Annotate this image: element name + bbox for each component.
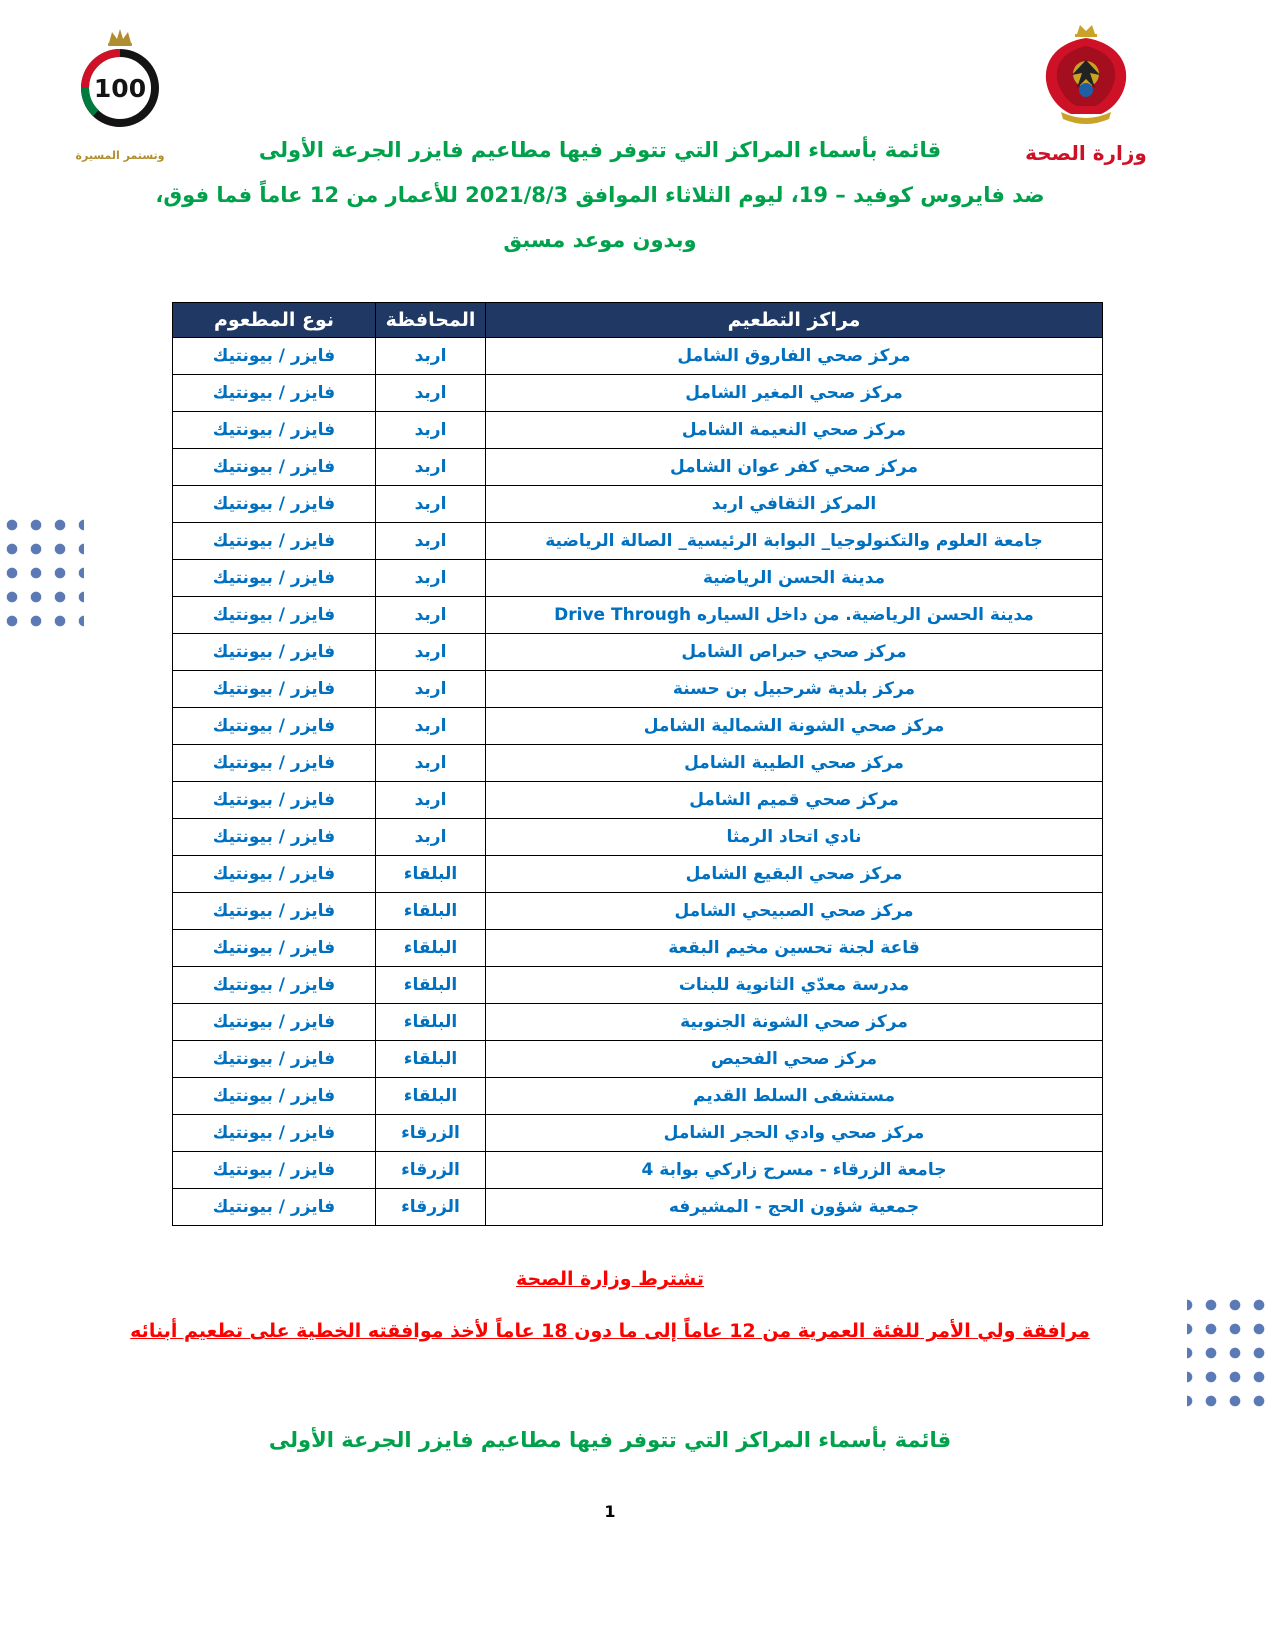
- cell-vaccine-type: فايزر / بيونتيك: [173, 1152, 376, 1189]
- cell-governorate: الزرقاء: [376, 1152, 486, 1189]
- cell-vaccine-type: فايزر / بيونتيك: [173, 597, 376, 634]
- column-header-vaccine-type: نوع المطعوم: [173, 303, 376, 338]
- cell-center-name: مدينة الحسن الرياضية: [486, 560, 1103, 597]
- cell-center-name: نادي اتحاد الرمثا: [486, 819, 1103, 856]
- vaccination-centers-table: [172, 302, 1103, 1226]
- table-row: [173, 1078, 1103, 1115]
- cell-governorate: البلقاء: [376, 893, 486, 930]
- cell-center-name: مركز صحي الفحيص: [486, 1041, 1103, 1078]
- table-row: [173, 486, 1103, 523]
- cell-center-name: المركز الثقافي اربد: [486, 486, 1103, 523]
- cell-center-name: مركز صحي قميم الشامل: [486, 782, 1103, 819]
- dots-decoration-right: [1187, 1292, 1275, 1414]
- cell-center-name: جامعة العلوم والتكنولوجيا_ البوابة الرئيسية_ الصالة الرياضية: [486, 523, 1103, 560]
- cell-governorate: البلقاء: [376, 1041, 486, 1078]
- table-row: [173, 893, 1103, 930]
- table-row: [173, 708, 1103, 745]
- table-row: [173, 449, 1103, 486]
- table-row: [173, 671, 1103, 708]
- cell-governorate: البلقاء: [376, 1004, 486, 1041]
- cell-governorate: اربد: [376, 745, 486, 782]
- cell-vaccine-type: فايزر / بيونتيك: [173, 449, 376, 486]
- cell-center-name: مركز صحي حبراص الشامل: [486, 634, 1103, 671]
- cell-center-name: جمعية شؤون الحج - المشيرفه: [486, 1189, 1103, 1226]
- cell-center-name: مدينة الحسن الرياضية. من داخل السياره Drive Through: [486, 597, 1103, 634]
- cell-center-name: مستشفى السلط القديم: [486, 1078, 1103, 1115]
- centennial-number: 100: [93, 74, 147, 103]
- cell-vaccine-type: فايزر / بيونتيك: [173, 708, 376, 745]
- column-header-centers: مراكز التطعيم: [486, 303, 1103, 338]
- table-row: [173, 560, 1103, 597]
- cell-governorate: اربد: [376, 819, 486, 856]
- ministry-logo-graphic: [1030, 22, 1142, 134]
- crown-icon: [108, 29, 132, 46]
- cell-governorate: اربد: [376, 449, 486, 486]
- footer-title: قائمة بأسماء المراكز التي تتوفر فيها مطاعيم فايزر الجرعة الأولى: [268, 1428, 952, 1452]
- cell-governorate: اربد: [376, 782, 486, 819]
- cell-governorate: اربد: [376, 412, 486, 449]
- document-subtitle-2: وبدون موعد مسبق: [503, 228, 697, 252]
- cell-center-name: قاعة لجنة تحسين مخيم البقعة: [486, 930, 1103, 967]
- table-header-row: [173, 303, 1103, 338]
- table-row: [173, 523, 1103, 560]
- table-row: [173, 1004, 1103, 1041]
- cell-vaccine-type: فايزر / بيونتيك: [173, 1004, 376, 1041]
- document-title: قائمة بأسماء المراكز التي تتوفر فيها مطاعيم فايزر الجرعة الأولى: [258, 138, 942, 162]
- table-row: [173, 634, 1103, 671]
- table-row: [173, 597, 1103, 634]
- cell-center-name: مركز صحي كفر عوان الشامل: [486, 449, 1103, 486]
- ministry-requirement-title: تشترط وزارة الصحة: [515, 1268, 704, 1290]
- table-row: [173, 967, 1103, 1004]
- cell-vaccine-type: فايزر / بيونتيك: [173, 782, 376, 819]
- cell-governorate: اربد: [376, 375, 486, 412]
- cell-vaccine-type: فايزر / بيونتيك: [173, 1078, 376, 1115]
- cell-center-name: مدرسة معدّي الثانوية للبنات: [486, 967, 1103, 1004]
- cell-vaccine-type: فايزر / بيونتيك: [173, 560, 376, 597]
- cell-vaccine-type: فايزر / بيونتيك: [173, 523, 376, 560]
- cell-center-name: مركز صحي الفاروق الشامل: [486, 338, 1103, 375]
- cell-center-name: مركز صحي الطيبة الشامل: [486, 745, 1103, 782]
- table-row: [173, 338, 1103, 375]
- page-number: 1: [604, 1502, 616, 1521]
- cell-vaccine-type: فايزر / بيونتيك: [173, 375, 376, 412]
- table-row: [173, 930, 1103, 967]
- dots-decoration-left: [0, 512, 84, 634]
- table-row: [173, 782, 1103, 819]
- cell-center-name: مركز صحي الشونة الشمالية الشامل: [486, 708, 1103, 745]
- table-row: [173, 412, 1103, 449]
- table-row: [173, 856, 1103, 893]
- cell-vaccine-type: فايزر / بيونتيك: [173, 1041, 376, 1078]
- table-row: [173, 1152, 1103, 1189]
- cell-center-name: مركز صحي الشونة الجنوبية: [486, 1004, 1103, 1041]
- cell-vaccine-type: فايزر / بيونتيك: [173, 338, 376, 375]
- cell-vaccine-type: فايزر / بيونتيك: [173, 745, 376, 782]
- cell-center-name: مركز بلدية شرحبيل بن حسنة: [486, 671, 1103, 708]
- cell-vaccine-type: فايزر / بيونتيك: [173, 967, 376, 1004]
- cell-governorate: البلقاء: [376, 1078, 486, 1115]
- cell-center-name: جامعة الزرقاء - مسرح زاركي بوابة 4: [486, 1152, 1103, 1189]
- cell-center-name: مركز صحي وادي الحجر الشامل: [486, 1115, 1103, 1152]
- cell-governorate: اربد: [376, 708, 486, 745]
- crown-icon: [1075, 25, 1097, 37]
- cell-vaccine-type: فايزر / بيونتيك: [173, 634, 376, 671]
- cell-governorate: اربد: [376, 597, 486, 634]
- cell-vaccine-type: فايزر / بيونتيك: [173, 893, 376, 930]
- table-row: [173, 819, 1103, 856]
- title-block: [100, 136, 1100, 271]
- cell-governorate: اربد: [376, 671, 486, 708]
- cell-vaccine-type: فايزر / بيونتيك: [173, 486, 376, 523]
- cell-governorate: البلقاء: [376, 930, 486, 967]
- cell-vaccine-type: فايزر / بيونتيك: [173, 930, 376, 967]
- table-row: [173, 745, 1103, 782]
- cell-vaccine-type: فايزر / بيونتيك: [173, 856, 376, 893]
- table-row: [173, 1115, 1103, 1152]
- cell-governorate: البلقاء: [376, 856, 486, 893]
- cell-governorate: اربد: [376, 486, 486, 523]
- document-subtitle: ضد فايروس كوفيد – 19، ليوم الثلاثاء الموافق 2021/8/3 للأعمار من 12 عاماً فما فوق،: [155, 183, 1045, 207]
- column-header-governorate: المحافظة: [376, 303, 486, 338]
- globe: [1079, 83, 1093, 97]
- cell-vaccine-type: فايزر / بيونتيك: [173, 819, 376, 856]
- cell-vaccine-type: فايزر / بيونتيك: [173, 1115, 376, 1152]
- cell-governorate: البلقاء: [376, 967, 486, 1004]
- ministry-requirement-text: مرافقة ولي الأمر للفئة العمرية من 12 عاماً إلى ما دون 18 عاماً لأخذ موافقته الخطية على تطعيم أبنائه: [130, 1320, 1090, 1342]
- cell-governorate: اربد: [376, 523, 486, 560]
- cell-center-name: مركز صحي المغير الشامل: [486, 375, 1103, 412]
- cell-vaccine-type: فايزر / بيونتيك: [173, 1189, 376, 1226]
- cell-governorate: اربد: [376, 634, 486, 671]
- cell-governorate: الزرقاء: [376, 1189, 486, 1226]
- cell-center-name: مركز صحي النعيمة الشامل: [486, 412, 1103, 449]
- cell-governorate: اربد: [376, 560, 486, 597]
- cell-vaccine-type: فايزر / بيونتيك: [173, 412, 376, 449]
- cell-governorate: الزرقاء: [376, 1115, 486, 1152]
- cell-vaccine-type: فايزر / بيونتيك: [173, 671, 376, 708]
- table-row: [173, 1041, 1103, 1078]
- cell-governorate: اربد: [376, 338, 486, 375]
- cell-center-name: مركز صحي الصبيحي الشامل: [486, 893, 1103, 930]
- cell-center-name: مركز صحي البقيع الشامل: [486, 856, 1103, 893]
- table-row: [173, 375, 1103, 412]
- centennial-logo-graphic: [72, 26, 168, 144]
- ministry-caption: وزارة الصحة: [1025, 141, 1147, 165]
- centennial-caption: وتستمر المسيرة: [75, 149, 165, 162]
- table-row: [173, 1189, 1103, 1226]
